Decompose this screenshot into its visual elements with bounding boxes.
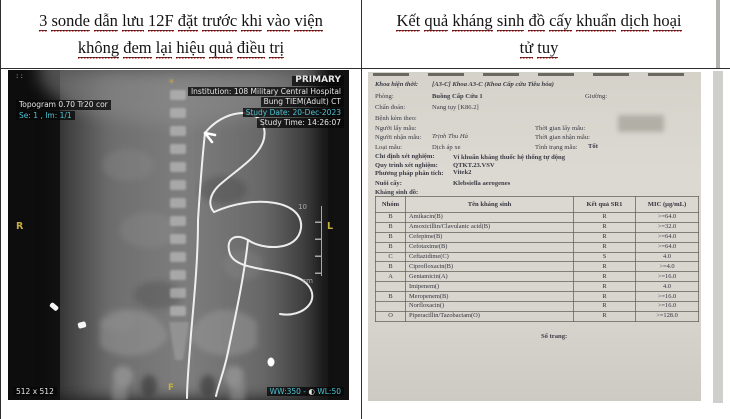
sample-condition-label: Tình trạng mẫu: <box>535 144 578 151</box>
test-order-value: Vi khuẩn kháng thuốc hệ thống tự động <box>453 154 566 161</box>
cell-mic: >=64.0 <box>636 232 699 242</box>
orientation-dots: : : <box>16 72 23 80</box>
sample-condition-value: Tốt <box>588 143 598 150</box>
institution-label: Institution: 108 Military Central Hospital <box>188 87 344 97</box>
photo-background-strip <box>713 71 723 403</box>
cell-result: R <box>574 272 636 282</box>
scale-line <box>321 206 322 276</box>
antibiotic-row <box>376 272 699 282</box>
right-caption-line2: tử tuy <box>519 37 559 57</box>
cell-result: S <box>574 252 636 262</box>
cell-group: B <box>376 242 406 252</box>
right-caption-line1: Kết quả kháng sinh đồ cấy khuẩn dịch hoại <box>396 10 682 30</box>
scale-value-label: 10 <box>298 203 307 211</box>
dept-value: [A3-C] Khoa A3-C (Khoa Cấp cứu Tiêu hóa) <box>432 81 554 88</box>
sample-time-label: Thời gian lấy mẫu: <box>535 125 586 132</box>
col-header-group: Nhóm <box>376 197 406 213</box>
col-header-result: Kết quả SR1 <box>574 197 636 213</box>
method-label: Phương pháp phân tích: <box>375 170 444 177</box>
cell-name: Ceftazidime(C) <box>406 252 574 262</box>
window-level-chip <box>267 387 344 397</box>
antibiotic-row <box>376 213 699 223</box>
dicom-overlay-topright <box>188 76 344 128</box>
cell-group: O <box>376 311 406 321</box>
ct-topogram-image <box>8 70 349 400</box>
scale-bar <box>298 203 322 285</box>
cell-mic: >=32.0 <box>636 222 699 232</box>
sample-type-label: Loại mẫu: <box>375 144 402 151</box>
scanner-label: Bung TIEM(Adult) CT <box>261 97 344 107</box>
culture-label: Nuôi cấy: <box>375 180 402 187</box>
cell-mic: >=64.0 <box>636 213 699 223</box>
cell-name: Piperacillin/Tazobactam(O) <box>406 311 574 321</box>
cell-result: R <box>574 242 636 252</box>
cell-mic: 4.0 <box>636 282 699 292</box>
cell-name: Cefotaxime(B) <box>406 242 574 252</box>
cell-mic: >=128.0 <box>636 311 699 321</box>
window-level-label: WL:50 <box>317 386 341 396</box>
series-image-label: Se: 1 , Im: 1/1 <box>16 111 75 121</box>
cell-group: B <box>376 222 406 232</box>
receiver-label: Người nhận mẫu: <box>375 134 422 141</box>
redacted-timestamp <box>618 115 664 132</box>
cell-name: Ciprofloxacin(B) <box>406 262 574 272</box>
study-time-label: Study Time: 14:26:07 <box>257 118 344 128</box>
lab-report-paper <box>368 72 701 401</box>
cell-name: Gentamicin(A) <box>406 272 574 282</box>
cell-group: B <box>376 232 406 242</box>
antibiotic-row <box>376 292 699 302</box>
window-width-label: WW:350 - <box>269 386 306 396</box>
antibiotic-table-body <box>376 213 699 322</box>
study-date-label: Study Date: 20-Dec-2023 <box>243 108 344 118</box>
antibiotic-row <box>376 282 699 292</box>
foot-marker: F <box>168 383 174 393</box>
cell-name: Meropenem(B) <box>406 292 574 302</box>
dicom-overlay-topleft <box>16 100 111 120</box>
antibiogram-table-header <box>376 197 699 213</box>
cell-group <box>376 302 406 312</box>
col-header-mic: MIC (µg/mL) <box>636 197 699 213</box>
cell-name: Amoxicillin/Clavulanic acid(B) <box>406 222 574 232</box>
cell-result: R <box>574 262 636 272</box>
antibiotic-row <box>376 242 699 252</box>
cell-result: R <box>574 311 636 321</box>
right-side-marker: R <box>16 221 24 232</box>
cell-result: R <box>574 222 636 232</box>
room-label: Phòng: <box>375 93 394 100</box>
room-value: Buồng Cấp Cứu 1 <box>432 93 483 100</box>
report-panel <box>362 69 730 419</box>
cell-name: Norfloxacin() <box>406 302 574 312</box>
xray-panel <box>1 69 361 419</box>
cell-group: B <box>376 292 406 302</box>
dept-label: Khoa hiện thời: <box>375 81 419 88</box>
cell-group: C <box>376 252 406 262</box>
cell-name: Amikacin(B) <box>406 213 574 223</box>
receiver-value: Trịnh Thu Hà <box>432 133 468 140</box>
window-chip-content <box>267 387 344 397</box>
right-caption <box>362 0 716 68</box>
cell-mic: >=64.0 <box>636 242 699 252</box>
receive-time-label: Thời gian nhận mẫu: <box>535 134 590 141</box>
procedure-value: QTKT.23.VSV <box>453 162 495 169</box>
method-value: Vitek2 <box>453 169 472 176</box>
left-side-marker: L <box>327 221 334 232</box>
cell-result: R <box>574 302 636 312</box>
procedure-label: Quy trình xét nghiệm: <box>375 162 438 169</box>
col-header-antibiotic: Tên kháng sinh <box>406 197 574 213</box>
antibiotic-row <box>376 262 699 272</box>
antibiotic-row <box>376 222 699 232</box>
antibiogram-label: Kháng sinh đồ: <box>375 189 419 196</box>
test-order-label: Chỉ định xét nghiệm: <box>375 153 435 160</box>
antibiotic-row <box>376 311 699 321</box>
cell-group: B <box>376 262 406 272</box>
left-caption-line2: không đem lại hiệu quả điều trị <box>77 37 285 57</box>
bed-label: Giường: <box>585 93 608 100</box>
cell-result: R <box>574 232 636 242</box>
cell-result: R <box>574 213 636 223</box>
cell-mic: >=16.0 <box>636 272 699 282</box>
star-icon: ✳ <box>168 77 175 86</box>
scale-unit-label: cm <box>302 277 313 285</box>
left-caption-line1: 3 sonde dẫn lưu 12F đặt trước khi vào viện <box>39 10 323 30</box>
cell-mic: >=16.0 <box>636 302 699 312</box>
cell-name: Cefepime(B) <box>406 232 574 242</box>
cell-group <box>376 282 406 292</box>
series-description-label: Topogram 0.70 Tr20 cor <box>16 100 111 110</box>
antibiotic-row <box>376 302 699 312</box>
matrix-size-label: 512 x 512 <box>13 387 57 397</box>
antibiotic-row <box>376 252 699 262</box>
primary-label: PRIMARY <box>292 76 344 86</box>
contrast-icon: ◐ <box>308 386 315 396</box>
sample-type-value: Dịch áp xe <box>432 144 461 151</box>
matrix-size-chip <box>13 387 57 397</box>
cell-group: A <box>376 272 406 282</box>
antibiogram-table <box>375 196 699 322</box>
cropped-text-smudge <box>373 73 692 76</box>
diagnosis-label: Chẩn đoán: <box>375 104 406 111</box>
cell-name: Imipenem() <box>406 282 574 292</box>
cell-result: R <box>574 292 636 302</box>
page-count-label: Số trang: <box>541 333 568 340</box>
comorbidity-label: Bệnh kèm theo: <box>375 115 417 122</box>
cell-result: R <box>574 282 636 292</box>
cell-group: B <box>376 213 406 223</box>
diagnosis-value: Nang tụy [K86.2] <box>432 104 479 111</box>
antibiotic-row <box>376 232 699 242</box>
culture-value: Klebsiella aerogenes <box>453 180 511 187</box>
cell-mic: 4.0 <box>636 252 699 262</box>
cell-mic: >=4.0 <box>636 262 699 272</box>
cell-mic: >=16.0 <box>636 292 699 302</box>
sampler-label: Người lấy mẫu: <box>375 125 417 132</box>
left-caption <box>1 0 361 68</box>
